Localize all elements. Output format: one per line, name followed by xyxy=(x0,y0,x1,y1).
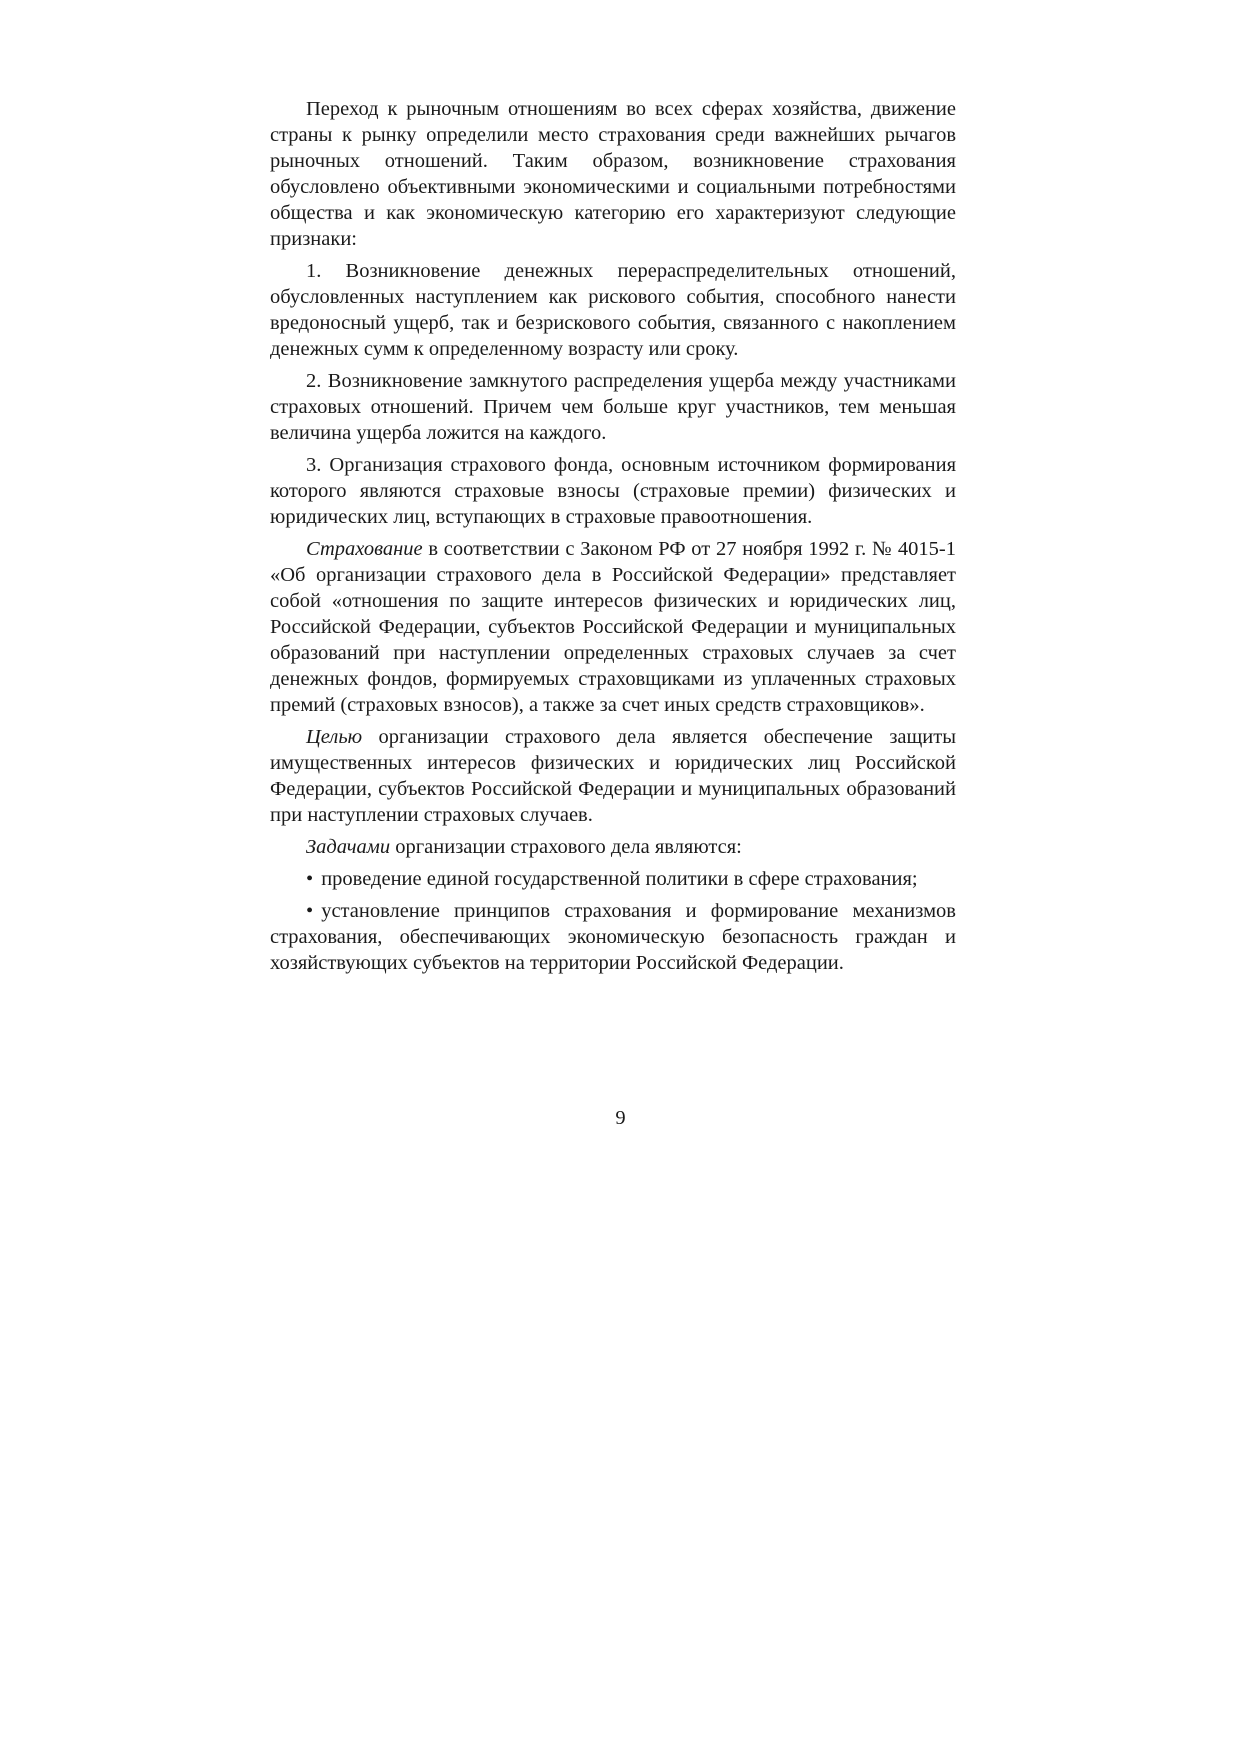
page-number: 9 xyxy=(615,1107,626,1129)
bullet-icon: • xyxy=(306,868,314,890)
goal-term: Целью xyxy=(306,726,363,748)
goal-paragraph xyxy=(270,724,956,828)
page-body xyxy=(270,96,956,982)
list-item-1: 1. Возникновение денежных перераспределительных отношений, обусловленных наступлением как рискового события, способного нанести вредоносный ущерб, так и безрискового события, связанного с накоплением денежных сумм к определенному возрасту или сроку. xyxy=(270,260,956,360)
definition-text: в соответствии с Законом РФ от 27 ноября 1992 г. № 4015-1 «Об организации страхового дела в Российской Федерации» представляет собой «отношения по защите интересов физических и юридических лиц, Российской Федерации, субъектов Российской Федерации и муниципальных образований при наступлении определенных страховых случаев за счет денежных фондов, формируемых страховщиками из уплаченных страховых премий (страховых взносов), а также за счет иных средств страховщиков». xyxy=(270,538,956,716)
tasks-paragraph xyxy=(270,834,956,860)
bullet-icon: • xyxy=(306,900,314,922)
list-item-3: 3. Организация страхового фонда, основным источником формирования которого являются страховые взносы (страховые премии) физических и юридических лиц, вступающих в страховые правоотношения. xyxy=(270,454,956,528)
bullet-text-1: проведение единой государственной политики в сфере страхования; xyxy=(321,868,918,890)
definition-paragraph xyxy=(270,536,956,718)
bullet-text-2: установление принципов страхования и формирование механизмов страхования, обеспечивающих экономическую безопасность граждан и хозяйствующих субъектов на территории Российской Федерации. xyxy=(270,900,956,974)
bullet-item-2 xyxy=(270,898,956,976)
intro-paragraph: Переход к рыночным отношениям во всех сферах хозяйства, движение страны к рынку определили место страхования среди важнейших рычагов рыночных отношений. Таким образом, возникновение страхования обусловлено объективными экономическими и социальными потребностями общества и как экономическую категорию его характеризуют следующие признаки: xyxy=(270,98,956,250)
goal-text: организации страхового дела является обеспечение защиты имущественных интересов физических и юридических лиц Российской Федерации, субъектов Российской Федерации и муниципальных образований при наступлении страховых случаев. xyxy=(270,726,956,826)
definition-term: Страхование xyxy=(306,538,423,560)
tasks-term: Задачами xyxy=(306,836,391,858)
list-item-2: 2. Возникновение замкнутого распределения ущерба между участниками страховых отношений. Причем чем больше круг участников, тем меньшая величина ущерба ложится на каждого. xyxy=(270,370,956,444)
bullet-item-1 xyxy=(270,866,956,892)
tasks-text: организации страхового дела являются: xyxy=(390,836,742,858)
